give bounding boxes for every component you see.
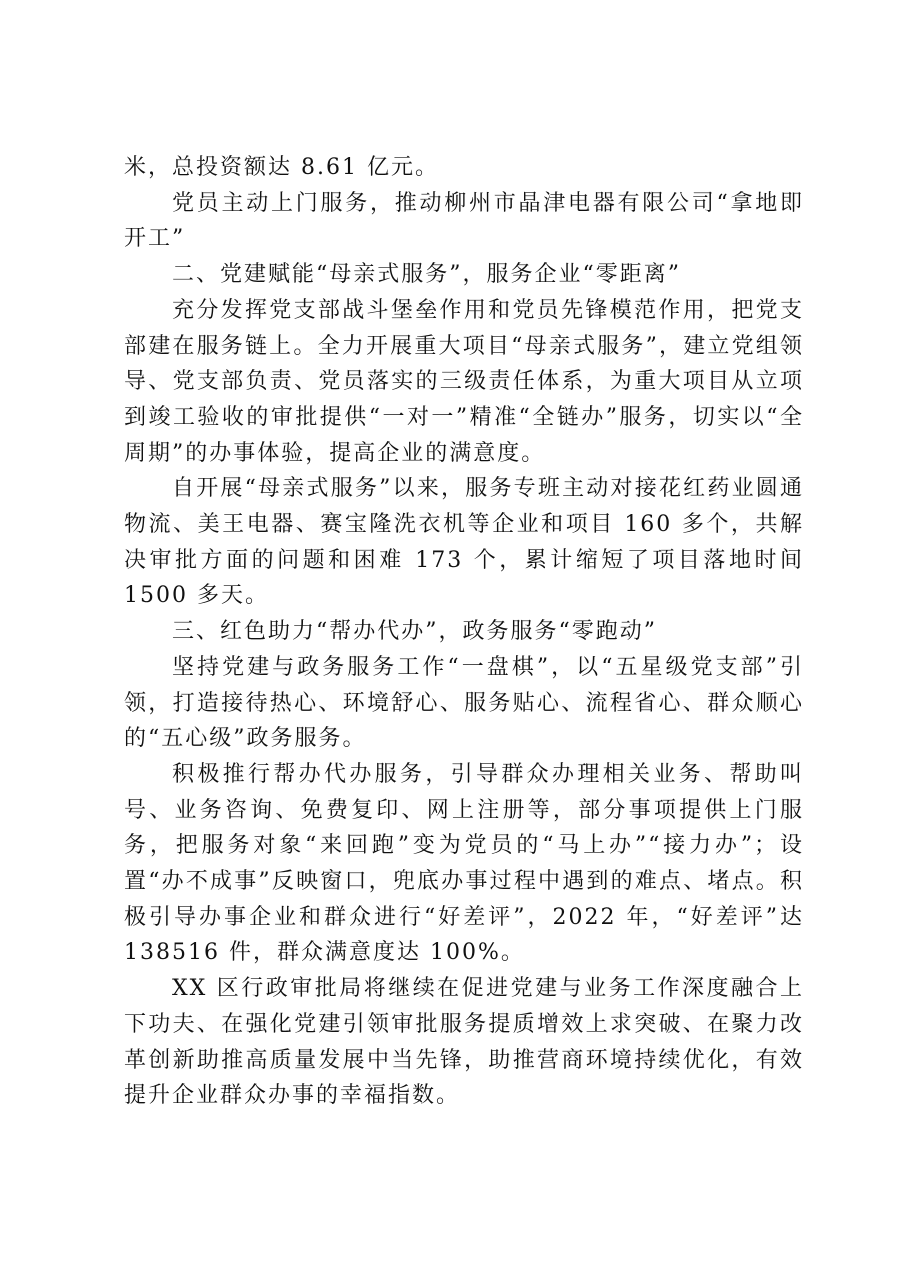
document-body: [124, 150, 804, 1114]
paragraph-2: 党员主动上门服务，推动柳州市晶津电器有限公司“拿地即开工”: [124, 190, 804, 252]
section-heading-3: 三、红色助力“帮办代办”，政务服务“零跑动”: [172, 619, 657, 645]
paragraph-1: 米，总投资额达 8.61 亿元。: [124, 155, 439, 180]
paragraph-5: 坚持党建与政务服务工作“一盘棋”，以“五星级党支部”引领，打造接待热心、环境舒心、服务贴心、流程省心、群众顺心的“五心级”政务服务。: [124, 654, 804, 752]
paragraph-3: 充分发挥党支部战斗堡垒作用和党员先锋模范作用，把党支部建在服务链上。全力开展重大项目“母亲式服务”，建立党组领导、党支部负责、党员落实的三级责任体系，为重大项目从立项到竣工验收的审批提供“一对一”精准“全链办”服务，切实以“全周期”的办事体验，提高企业的满意度。: [124, 297, 804, 466]
paragraph-4: 自开展“母亲式服务”以来，服务专班主动对接花红药业圆通物流、美王电器、赛宝隆洗衣机等企业和项目 160 多个，共解决审批方面的问题和困难 173 个，累计缩短了项目落地时间 1500 多天。: [124, 476, 804, 609]
paragraph-6: 积极推行帮办代办服务，引导群众办理相关业务、帮助叫号、业务咨询、免费复印、网上注册等，部分事项提供上门服务，把服务对象“来回跑”变为党员的“马上办”“接力办”；设置“办不成事”反映窗口，兜底办事过程中遇到的难点、堵点。积极引导办事企业和群众进行“好差评”，2022 年，“好差评”达 138516 件，群众满意度达 100%。: [124, 761, 804, 966]
section-heading-2: 二、党建赋能“母亲式服务”，服务企业“零距离”: [172, 262, 681, 288]
paragraph-7: XX 区行政审批局将继续在促进党建与业务工作深度融合上下功夫、在强化党建引领审批服务提质增效上求突破、在聚力改革创新助推高质量发展中当先锋，助推营商环境持续优化，有效提升企业群众办事的幸福指数。: [124, 976, 804, 1109]
